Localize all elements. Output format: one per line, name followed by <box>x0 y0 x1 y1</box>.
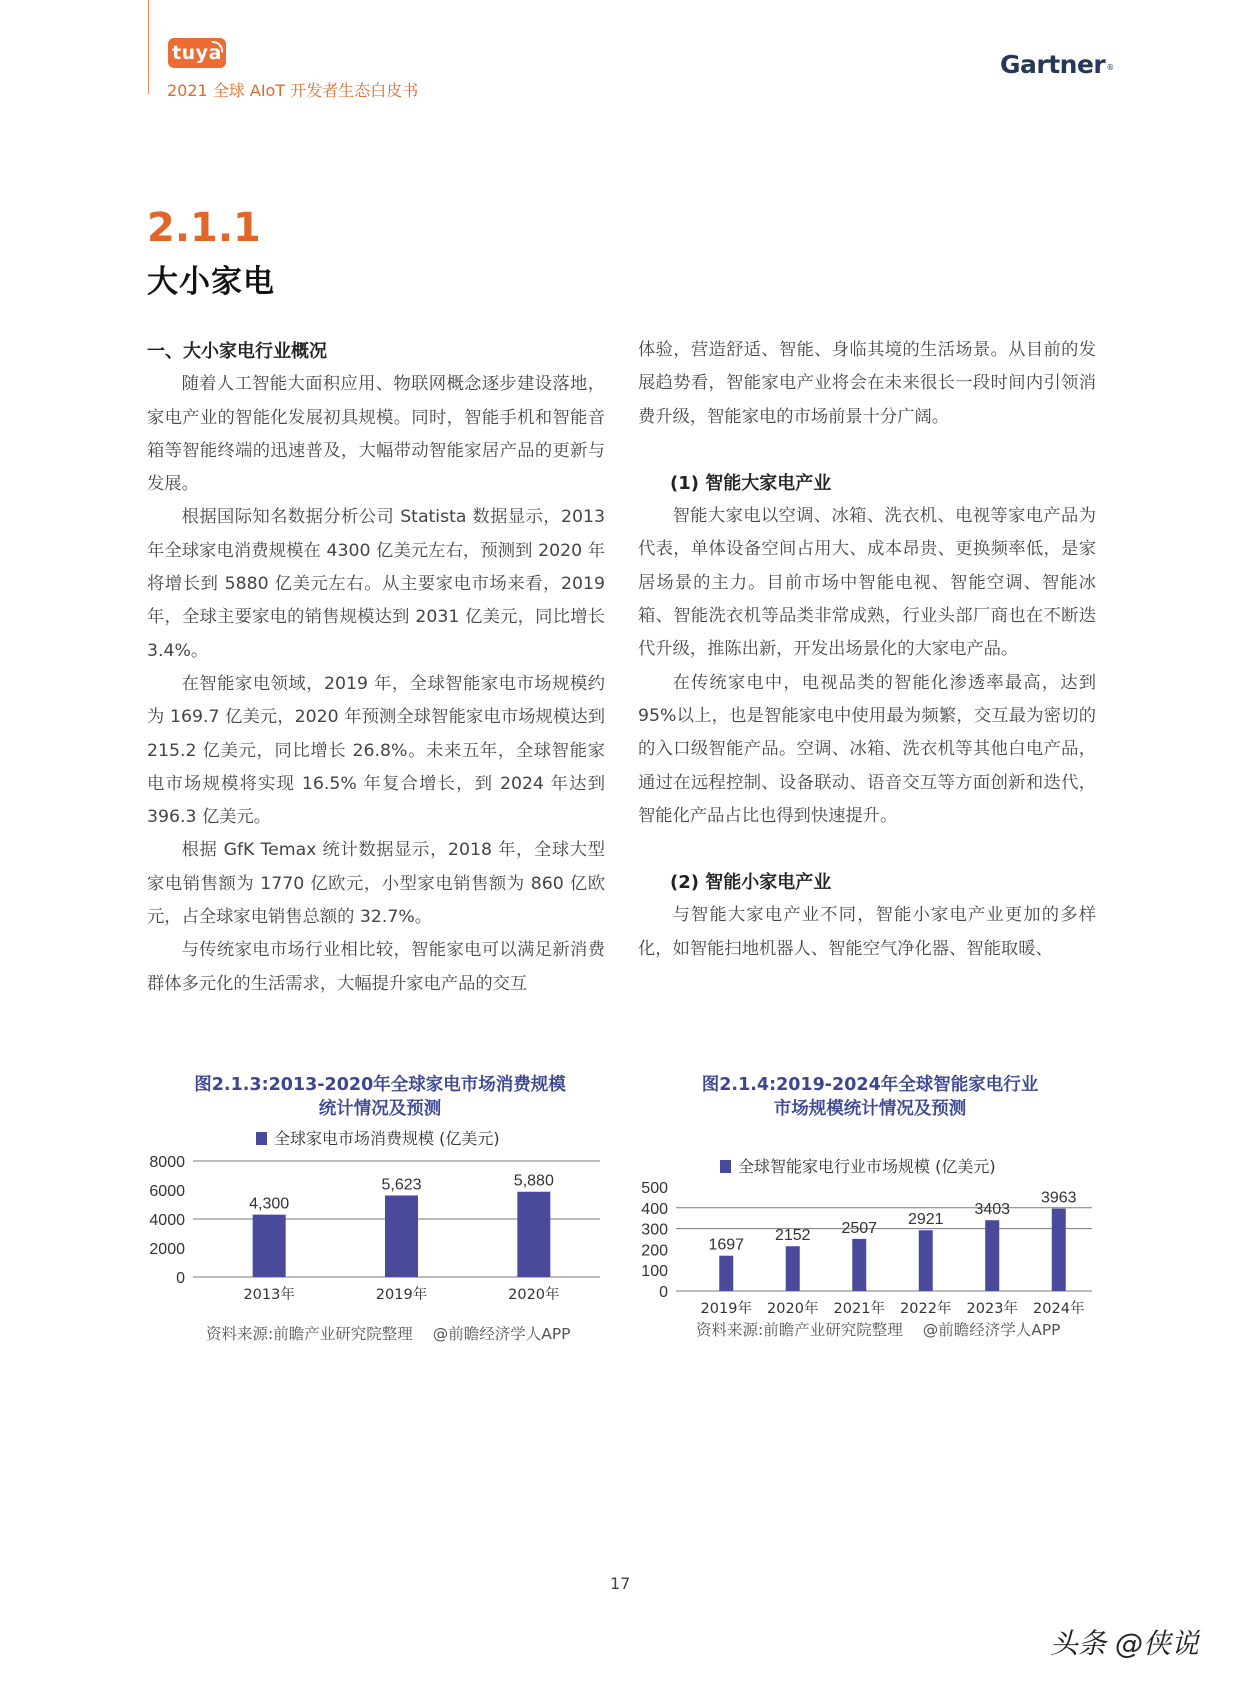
bar <box>719 1256 733 1291</box>
paragraph: 智能大家电以空调、冰箱、洗衣机、电视等家电产品为代表，单体设备空间占用大、成本昂贵、更换频率低，是家居场景的主力。目前市场中智能电视、智能空调、智能冰箱、智能洗衣机等品类非常成熟，行业头部厂商也在不断迭代升级，推陈出新，开发出场景化的大家电产品。 <box>638 506 1096 660</box>
page-number: 17 <box>610 1574 631 1593</box>
data-label: 2507 <box>841 1219 878 1237</box>
x-tick-label: 2023年 <box>966 1301 1018 1317</box>
y-tick-label: 300 <box>641 1221 668 1239</box>
credit-text: @前瞻经济学人APP <box>432 1325 571 1343</box>
x-tick-label: 2013年 <box>243 1287 295 1303</box>
subheading-large-appliances: (1) 智能大家电产业 <box>670 472 832 494</box>
x-tick-label: 2020年 <box>767 1301 819 1317</box>
x-tick-label: 2019年 <box>700 1301 752 1317</box>
y-tick-label: 6000 <box>149 1183 185 1200</box>
data-label: 5,880 <box>513 1172 554 1190</box>
source-text: 资料来源:前瞻产业研究院整理 <box>206 1325 413 1343</box>
y-tick-label: 200 <box>641 1242 668 1260</box>
paragraph: 在智能家电领域，2019 年，全球智能家电市场规模约为 169.7 亿美元，2020 年预测全球智能家电市场规模达到 215.2 亿美元，同比增长 26.8%。未来五年，全球智能家电市场规模将实现 16.5% 年复合增长，到 2024 年达到 396.3 亿美元。 <box>147 673 605 828</box>
paragraph: 与传统家电市场行业相比较，智能家电可以满足新消费群体多元化的生活需求，大幅提升家电产品的交互 <box>147 940 605 994</box>
bar <box>919 1230 933 1291</box>
y-tick-label: 0 <box>176 1270 185 1287</box>
paragraph: 体验，营造舒适、智能、身临其境的生活场景。从目前的发展趋势看，智能家电产业将会在未来很长一段时间内引领消费升级，智能家电的市场前景十分广阔。 <box>638 340 1096 427</box>
gartner-logo-text: Gartner <box>1000 50 1106 79</box>
paragraph: 根据 GfK Temax 统计数据显示，2018 年，全球大型家电销售额为 1770 亿欧元，小型家电销售额为 860 亿欧元，占全球家电销售总额的 32.7%。 <box>147 840 605 928</box>
y-tick-label: 0 <box>659 1284 668 1301</box>
bar <box>1052 1209 1066 1291</box>
data-label: 2152 <box>774 1227 811 1245</box>
credit-text: @前瞻经济学人APP <box>922 1321 1061 1339</box>
figure-title-line: 市场规模统计情况及预测 <box>773 1099 967 1119</box>
source-text: 资料来源:前瞻产业研究院整理 <box>696 1321 903 1339</box>
figure-source <box>696 1318 1061 1340</box>
data-label: 1697 <box>708 1236 745 1254</box>
watermark: 头条 @侠说 <box>1050 1627 1199 1660</box>
paragraph: 根据国际知名数据分析公司 Statista 数据显示，2013 年全球家电消费规模在 4300 亿美元左右，预测到 2020 年将增长到 5880 亿美元左右。从主要家电市场来看，2019 年，全球主要家电的销售规模达到 2031 亿美元，同比增长 3.4%。 <box>147 507 605 661</box>
x-tick-label: 2022年 <box>900 1301 952 1317</box>
data-label: 3403 <box>974 1201 1011 1219</box>
figure-title-line: 图2.1.3:2013-2020年全球家电市场消费规模 <box>194 1075 566 1095</box>
left-heading: 一、大小家电行业概况 <box>147 341 327 362</box>
figure-title-line: 统计情况及预测 <box>318 1099 442 1119</box>
data-label: 5,623 <box>381 1176 422 1194</box>
x-tick-label: 2021年 <box>833 1301 885 1317</box>
legend-swatch <box>720 1160 731 1173</box>
tuya-logo-text: tuya <box>172 42 222 64</box>
legend-label: 全球智能家电行业市场规模 (亿美元) <box>738 1157 996 1176</box>
registered-mark: ® <box>1106 63 1114 72</box>
y-tick-label: 400 <box>641 1200 668 1218</box>
legend-label: 全球家电市场消费规模 (亿美元) <box>274 1129 500 1148</box>
bar <box>985 1220 999 1291</box>
bar <box>852 1239 866 1291</box>
paragraph: 与智能大家电产业不同，智能小家电产业更加的多样化，如智能扫地机器人、智能空气净化器、智能取暖、 <box>638 905 1096 959</box>
y-tick-label: 8000 <box>149 1154 185 1171</box>
bar <box>786 1246 800 1291</box>
subheading-small-appliances: (2) 智能小家电产业 <box>670 872 832 894</box>
y-tick-label: 100 <box>641 1263 668 1281</box>
figure-title-line: 图2.1.4:2019-2024年全球智能家电行业 <box>701 1075 1039 1095</box>
y-tick-label: 500 <box>641 1180 668 1197</box>
x-tick-label: 2019年 <box>375 1287 428 1303</box>
report-title: 2021 全球 AIoT 开发者生态白皮书 <box>167 81 419 100</box>
y-tick-label: 2000 <box>149 1241 185 1258</box>
paragraph: 在传统家电中，电视品类的智能化渗透率最高，达到95%以上，也是智能家电中使用最为频繁，交互最为密切的的入口级智能产品。空调、冰箱、洗衣机等其他白电产品，通过在远程控制、设备联动、语音交互等方面创新和迭代，智能化产品占比也得到快速提升。 <box>638 672 1096 826</box>
x-tick-label: 2020年 <box>508 1287 560 1303</box>
y-tick-label: 4000 <box>149 1212 185 1229</box>
data-label: 4,300 <box>249 1195 290 1213</box>
section-number: 2.1.1 <box>147 205 261 251</box>
section-title: 大小家电 <box>147 264 275 300</box>
x-tick-label: 2024年 <box>1033 1301 1085 1317</box>
paragraph: 随着人工智能大面积应用、物联网概念逐步建设落地，家电产业的智能化发展初具规模。同时，智能手机和智能音箱等智能终端的迅速普及，大幅带动智能家居产品的更新与发展。 <box>147 374 605 495</box>
data-label: 2921 <box>907 1211 944 1229</box>
data-label: 3963 <box>1040 1189 1077 1207</box>
